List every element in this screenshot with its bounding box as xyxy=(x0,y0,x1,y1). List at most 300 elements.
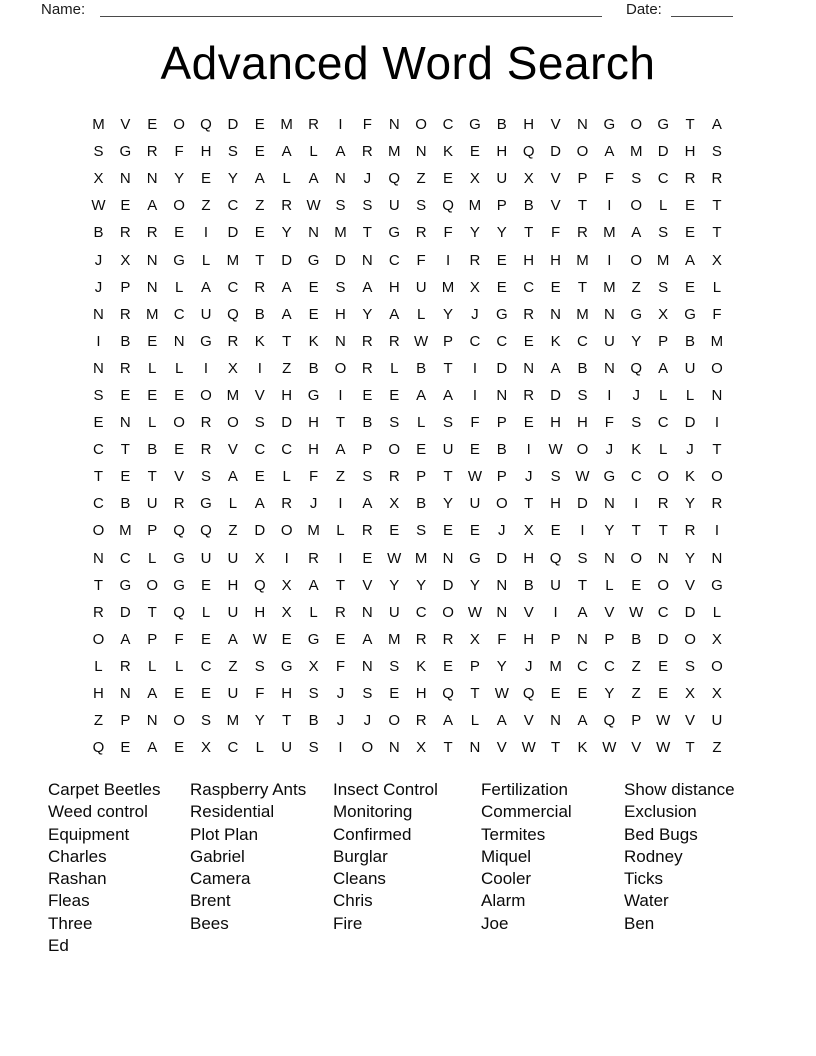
grid-letter: D xyxy=(657,143,669,161)
grid-letter: S xyxy=(416,522,427,540)
grid-letter: E xyxy=(416,441,427,459)
grid-letter: B xyxy=(308,359,319,377)
grid-letter: W xyxy=(656,739,671,757)
grid-letter: T xyxy=(712,197,722,215)
grid-letter: P xyxy=(550,630,561,648)
grid-letter: J xyxy=(524,657,533,675)
grid-letter: E xyxy=(389,386,400,404)
grid-letter: A xyxy=(120,630,131,648)
grid-letter: E xyxy=(120,468,131,486)
grid-letter: X xyxy=(281,576,292,594)
grid-letter: O xyxy=(92,522,105,540)
grid-letter: E xyxy=(93,414,104,432)
grid-letter: R xyxy=(281,495,293,513)
grid-letter: T xyxy=(551,739,561,757)
grid-letter: W xyxy=(575,468,590,486)
grid-letter: L xyxy=(148,414,157,432)
grid-letter: Q xyxy=(442,685,454,703)
grid-letter: J xyxy=(471,305,479,323)
grid-letter: F xyxy=(308,468,319,486)
grid-letter: R xyxy=(415,630,427,648)
grid-letter: V xyxy=(496,739,507,757)
grid-letter: G xyxy=(307,251,320,269)
grid-letter: D xyxy=(254,522,266,540)
grid-letter: R xyxy=(119,224,131,242)
grid-letter: B xyxy=(362,414,373,432)
grid-letter: F xyxy=(174,630,184,648)
grid-letter: U xyxy=(496,170,508,188)
grid-letter: U xyxy=(227,549,239,567)
grid-letter: E xyxy=(550,522,561,540)
grid-letter: Y xyxy=(469,576,480,594)
grid-letter: P xyxy=(120,712,131,730)
grid-letter: C xyxy=(657,414,669,432)
grid-letter: E xyxy=(174,386,185,404)
grid-letter: A xyxy=(577,603,588,621)
grid-letter: K xyxy=(416,657,427,675)
grid-letter: G xyxy=(469,116,481,134)
grid-letter: H xyxy=(550,251,561,269)
grid-letter: R xyxy=(308,549,319,567)
grid-letter: D xyxy=(335,251,346,269)
grid-letter: S xyxy=(658,224,669,242)
grid-letter: R xyxy=(388,332,400,350)
grid-letter: T xyxy=(443,359,453,377)
grid-letter: Y xyxy=(685,495,696,513)
grid-letter: W xyxy=(656,712,671,730)
grid-letter: N xyxy=(361,603,373,621)
word-list-item: Fleas xyxy=(48,891,90,911)
word-list-item: Rashan xyxy=(48,869,107,889)
grid-letter: A xyxy=(227,468,238,486)
grid-letter: B xyxy=(308,712,319,730)
grid-letter: N xyxy=(496,603,508,621)
grid-letter: L xyxy=(658,441,668,459)
grid-letter: Z xyxy=(255,197,265,215)
grid-letter: J xyxy=(498,522,506,540)
grid-letter: E xyxy=(496,278,507,296)
grid-letter: R xyxy=(254,278,266,296)
grid-letter: I xyxy=(338,386,343,404)
grid-letter: K xyxy=(577,739,588,757)
grid-letter: O xyxy=(630,116,643,134)
word-list-item: Joe xyxy=(481,913,509,933)
word-list-item: Equipment xyxy=(48,824,130,844)
grid-letter: E xyxy=(308,305,319,323)
word-list-item: Miquel xyxy=(481,846,532,866)
grid-letter: S xyxy=(416,197,427,215)
grid-letter: L xyxy=(148,359,157,377)
grid-letter: H xyxy=(415,685,427,703)
grid-letter: Y xyxy=(685,549,696,567)
grid-letter: E xyxy=(174,739,185,757)
grid-letter: Q xyxy=(227,305,239,323)
grid-letter: E xyxy=(120,197,131,215)
grid-letter: K xyxy=(254,332,265,350)
grid-letter: N xyxy=(335,332,346,350)
grid-letter: X xyxy=(254,549,265,567)
word-list-item: Bees xyxy=(190,913,229,933)
grid-letter: T xyxy=(577,278,588,296)
grid-letter: N xyxy=(146,251,158,269)
name-label: Name: xyxy=(41,1,86,18)
grid-letter: L xyxy=(336,522,345,540)
grid-letter: M xyxy=(387,630,401,648)
grid-letter: R xyxy=(523,386,535,404)
word-list-column xyxy=(624,779,735,935)
grid-letter: O xyxy=(200,386,212,404)
grid-letter: C xyxy=(469,332,481,350)
grid-letter: T xyxy=(120,441,130,459)
grid-letter: T xyxy=(335,414,346,432)
grid-letter: L xyxy=(94,657,103,675)
word-list-item: Carpet Beetles xyxy=(48,780,161,799)
grid-letter: H xyxy=(577,414,588,432)
grid-letter: N xyxy=(603,359,615,377)
grid-letter: E xyxy=(174,685,185,703)
grid-letter: U xyxy=(281,739,293,757)
grid-letter: Z xyxy=(335,468,346,486)
word-list-column xyxy=(333,779,438,935)
grid-letter: N xyxy=(146,712,158,730)
grid-letter: E xyxy=(201,170,212,188)
grid-letter: H xyxy=(254,603,266,621)
grid-letter: A xyxy=(604,143,615,161)
grid-letter: E xyxy=(469,143,480,161)
grid-letter: S xyxy=(631,170,642,188)
grid-letter: I xyxy=(257,359,262,377)
grid-letter: E xyxy=(201,685,212,703)
grid-letter: R xyxy=(361,332,373,350)
grid-letter: T xyxy=(524,495,534,513)
grid-letter: O xyxy=(657,576,669,594)
grid-letter: E xyxy=(201,576,212,594)
grid-letter: A xyxy=(335,143,346,161)
grid-letter: C xyxy=(523,278,535,296)
grid-letter: B xyxy=(254,305,265,323)
grid-letter: N xyxy=(577,630,588,648)
grid-letter: V xyxy=(523,603,534,621)
grid-letter: D xyxy=(550,386,561,404)
grid-letter: D xyxy=(119,603,131,621)
grid-letter: Q xyxy=(173,522,185,540)
grid-letter: O xyxy=(711,468,723,486)
grid-letter: K xyxy=(443,143,454,161)
grid-letter: D xyxy=(550,143,561,161)
grid-letter: R xyxy=(361,143,373,161)
grid-letter: E xyxy=(254,116,265,134)
grid-letter: C xyxy=(119,549,131,567)
grid-letter: L xyxy=(309,143,318,161)
grid-letter: R xyxy=(173,495,185,513)
word-list-item: Cooler xyxy=(481,869,532,889)
grid-letter: N xyxy=(93,549,104,567)
grid-letter: N xyxy=(308,224,319,242)
grid-letter: R xyxy=(119,305,131,323)
grid-letter: V xyxy=(550,170,561,188)
grid-letter: I xyxy=(338,116,343,134)
grid-letter: I xyxy=(553,603,558,621)
word-list xyxy=(0,779,816,979)
grid-letter: V xyxy=(254,386,265,404)
grid-letter: L xyxy=(605,576,614,594)
grid-letter: B xyxy=(631,630,642,648)
grid-letter: H xyxy=(335,305,346,323)
grid-letter: G xyxy=(388,224,401,242)
grid-letter: U xyxy=(711,712,723,730)
grid-letter: A xyxy=(658,359,669,377)
grid-letter: W xyxy=(602,739,617,757)
grid-letter: F xyxy=(174,143,184,161)
grid-letter: N xyxy=(173,332,185,350)
grid-letter: A xyxy=(362,278,373,296)
grid-letter: R xyxy=(523,305,535,323)
grid-letter: D xyxy=(227,116,239,134)
grid-letter: E xyxy=(254,143,265,161)
word-list-item: Insect Control xyxy=(333,780,438,799)
grid-letter: R xyxy=(119,359,131,377)
word-list-item: Monitoring xyxy=(333,802,413,822)
grid-letter: L xyxy=(658,386,668,404)
grid-letter: I xyxy=(607,197,612,215)
worksheet-header xyxy=(0,0,816,24)
grid-letter: P xyxy=(658,332,669,350)
grid-letter: U xyxy=(227,603,239,621)
grid-letter: P xyxy=(496,468,507,486)
grid-letter: A xyxy=(389,305,400,323)
grid-letter: I xyxy=(607,251,612,269)
grid-letter: U xyxy=(227,685,239,703)
grid-letter: M xyxy=(549,657,562,675)
grid-letter: R xyxy=(684,522,696,540)
grid-letter: F xyxy=(362,116,372,134)
word-list-item: Ben xyxy=(624,913,655,933)
grid-letter: H xyxy=(308,414,319,432)
grid-letter: S xyxy=(362,197,373,215)
grid-letter: L xyxy=(685,386,695,404)
grid-letter: G xyxy=(630,305,643,323)
word-list-item: Cleans xyxy=(333,869,386,889)
grid-letter: T xyxy=(282,712,292,730)
grid-letter: M xyxy=(226,251,240,269)
grid-letter: O xyxy=(711,657,723,675)
grid-letter: S xyxy=(254,657,265,675)
grid-letter: M xyxy=(710,332,724,350)
grid-letter: L xyxy=(282,468,291,486)
grid-letter: H xyxy=(523,630,535,648)
grid-letter: L xyxy=(201,251,211,269)
grid-letter: R xyxy=(657,495,669,513)
grid-letter: W xyxy=(521,739,536,757)
grid-letter: C xyxy=(657,603,669,621)
grid-letter: H xyxy=(281,386,293,404)
grid-letter: P xyxy=(469,657,480,675)
grid-letter: X xyxy=(93,170,104,188)
grid-letter: T xyxy=(577,576,588,594)
grid-letter: C xyxy=(227,278,239,296)
grid-letter: Z xyxy=(228,522,238,540)
grid-letter: N xyxy=(550,305,561,323)
grid-letter: Q xyxy=(442,197,454,215)
grid-letter: W xyxy=(629,603,644,621)
grid-letter: T xyxy=(335,576,346,594)
grid-letter: X xyxy=(469,170,480,188)
grid-letter: J xyxy=(94,251,103,269)
grid-letter: V xyxy=(685,576,696,594)
grid-letter: T xyxy=(362,224,372,242)
grid-letter: S xyxy=(389,657,400,675)
grid-letter: F xyxy=(443,224,453,242)
grid-letter: Y xyxy=(631,332,642,350)
grid-letter: S xyxy=(443,414,454,432)
grid-letter: F xyxy=(551,224,561,242)
grid-letter: B xyxy=(523,197,534,215)
grid-letter: I xyxy=(338,549,343,567)
grid-letter: L xyxy=(658,197,668,215)
grid-letter: T xyxy=(524,224,534,242)
grid-letter: E xyxy=(685,224,696,242)
grid-letter: L xyxy=(712,603,722,621)
grid-letter: L xyxy=(416,305,426,323)
grid-letter: X xyxy=(523,522,534,540)
grid-letter: G xyxy=(603,116,616,134)
grid-letter: E xyxy=(658,657,669,675)
grid-letter: G xyxy=(469,549,481,567)
grid-letter: I xyxy=(580,522,585,540)
grid-letter: S xyxy=(631,414,642,432)
grid-letter: M xyxy=(307,522,320,540)
grid-letter: J xyxy=(363,170,372,188)
grid-letter: H xyxy=(684,143,696,161)
grid-letter: H xyxy=(388,278,400,296)
grid-letter: L xyxy=(228,495,238,513)
grid-letter: Q xyxy=(630,359,643,377)
grid-letter: U xyxy=(684,359,696,377)
grid-letter: S xyxy=(335,278,346,296)
word-list-item: Show distance xyxy=(624,780,735,799)
grid-letter: A xyxy=(281,143,292,161)
grid-letter: P xyxy=(443,332,454,350)
grid-letter: S xyxy=(685,657,696,675)
grid-letter: N xyxy=(93,359,104,377)
grid-letter: N xyxy=(361,657,373,675)
grid-letter: P xyxy=(147,630,158,648)
grid-letter: Y xyxy=(604,522,615,540)
grid-letter: M xyxy=(92,116,105,134)
grid-letter: A xyxy=(201,278,212,296)
grid-letter: P xyxy=(631,712,642,730)
grid-letter: B xyxy=(496,441,507,459)
grid-letter: C xyxy=(577,657,588,675)
grid-letter: L xyxy=(309,603,318,621)
grid-letter: Y xyxy=(254,712,265,730)
grid-letter: O xyxy=(146,576,159,594)
grid-letter: A xyxy=(496,712,507,730)
grid-letter: E xyxy=(469,522,480,540)
grid-letter: J xyxy=(632,386,640,404)
grid-letter: R xyxy=(119,657,131,675)
grid-letter: O xyxy=(388,712,401,730)
grid-letter: I xyxy=(203,224,209,242)
grid-letter: G xyxy=(173,576,185,594)
grid-letter: J xyxy=(363,712,372,730)
grid-letter: B xyxy=(120,495,131,513)
grid-letter: M xyxy=(334,224,347,242)
grid-letter: C xyxy=(227,197,239,215)
grid-letter: X xyxy=(308,657,319,675)
grid-letter: T xyxy=(712,441,722,459)
grid-letter: X xyxy=(523,170,534,188)
grid-letter: Y xyxy=(362,305,373,323)
grid-letter: A xyxy=(281,278,292,296)
grid-letter: E xyxy=(389,522,400,540)
grid-letter: M xyxy=(226,712,240,730)
grid-letter: N xyxy=(657,549,669,567)
grid-letter: B xyxy=(523,576,534,594)
grid-letter: G xyxy=(200,495,212,513)
grid-letter: E xyxy=(443,170,454,188)
grid-letter: J xyxy=(524,468,533,486)
grid-letter: F xyxy=(604,170,614,188)
grid-letter: N xyxy=(335,170,346,188)
grid-letter: W xyxy=(548,441,563,459)
grid-letter: N xyxy=(93,305,104,323)
grid-letter: R xyxy=(415,712,427,730)
grid-letter: A xyxy=(308,170,319,188)
grid-letter: N xyxy=(415,143,427,161)
grid-letter: A xyxy=(281,305,292,323)
grid-letter: O xyxy=(711,359,723,377)
grid-letter: D xyxy=(496,359,508,377)
grid-letter: Q xyxy=(522,143,535,161)
grid-letter: H xyxy=(93,685,104,703)
grid-letter: S xyxy=(389,414,400,432)
grid-letter: G xyxy=(173,251,185,269)
word-list-item: Gabriel xyxy=(190,846,245,866)
grid-letter: Y xyxy=(496,657,507,675)
grid-letter: C xyxy=(496,332,508,350)
grid-letter: B xyxy=(577,359,588,377)
grid-letter: G xyxy=(307,386,320,404)
grid-letter: B xyxy=(120,332,131,350)
grid-letter: R xyxy=(200,414,212,432)
grid-letter: M xyxy=(576,305,589,323)
grid-letter: Z xyxy=(631,278,641,296)
grid-letter: N xyxy=(711,386,723,404)
grid-letter: W xyxy=(467,603,482,621)
grid-letter: J xyxy=(336,685,345,703)
grid-letter: C xyxy=(93,495,104,513)
grid-letter: X xyxy=(281,603,292,621)
grid-letter: I xyxy=(634,495,639,513)
grid-letter: C xyxy=(603,657,615,675)
grid-letter: E xyxy=(389,685,400,703)
grid-letter: H xyxy=(523,549,535,567)
grid-letter: V xyxy=(174,468,185,486)
grid-letter: O xyxy=(92,630,105,648)
grid-letter: B xyxy=(416,495,427,513)
grid-letter: Y xyxy=(227,170,238,188)
grid-letter: G xyxy=(280,657,293,675)
grid-letter: X xyxy=(711,685,722,703)
grid-letter: R xyxy=(469,251,481,269)
grid-letter: Q xyxy=(200,116,212,134)
name-blank-line xyxy=(100,1,602,17)
grid-letter: N xyxy=(119,685,131,703)
grid-letter: R xyxy=(335,603,346,621)
grid-letter: A xyxy=(308,576,319,594)
grid-letter: L xyxy=(390,359,399,377)
